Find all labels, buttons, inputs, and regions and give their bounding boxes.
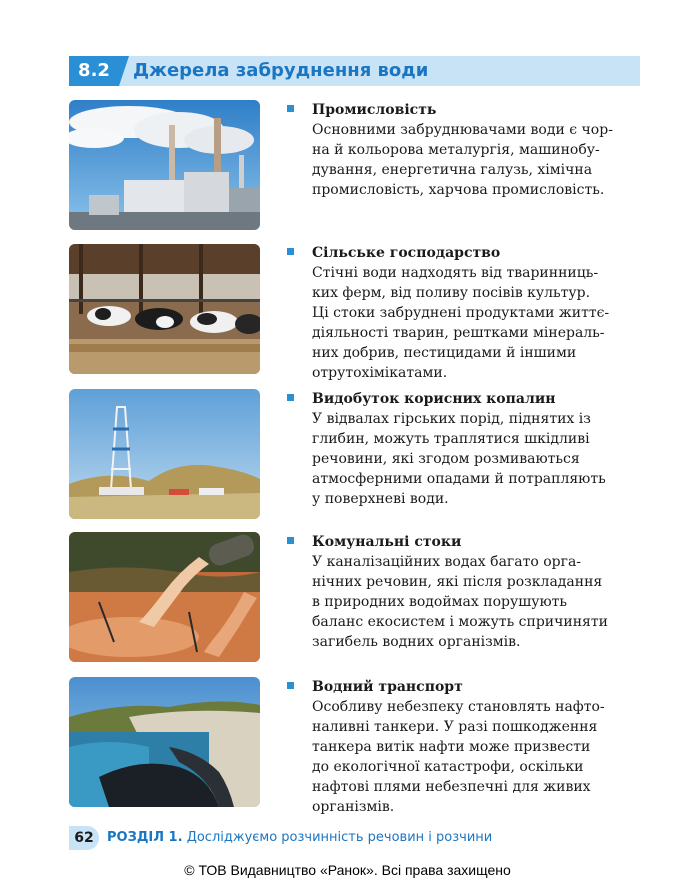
item-text: У каналізаційних водах багато орга- нічних речовин, які після розкладання в природних водоймах порушують баланс екосистем і можуть спричиняти загибель водних організмів. xyxy=(312,554,608,650)
list-item-water-transport xyxy=(287,677,647,817)
section-title: Джерела забруднення води xyxy=(133,60,429,81)
section-number: 8.2 xyxy=(69,56,119,86)
cow-farm-photo xyxy=(69,244,260,374)
bullet-square-icon xyxy=(287,105,294,112)
item-title: Комунальні стоки xyxy=(312,534,462,550)
drilling-rig-photo xyxy=(69,389,260,519)
list-item-industry xyxy=(287,100,647,200)
copyright-notice: © ТОВ Видавництво «Ранок». Всі права захищено xyxy=(184,862,511,878)
item-text: Особливу небезпеку становлять нафто- наливні танкери. У разі пошкодження танкера витік нафти може призвести до екологічної катастрофи, оскільки нафтові плями небезпечні для живих організмів. xyxy=(312,699,605,815)
factory-smokestacks-photo xyxy=(69,100,260,230)
bullet-square-icon xyxy=(287,537,294,544)
page-number: 62 xyxy=(69,826,99,850)
bullet-square-icon xyxy=(287,682,294,689)
bullet-square-icon xyxy=(287,248,294,255)
list-item-sewage xyxy=(287,532,647,652)
item-text: Стічні води надходять від тваринниць- ких ферм, від поливу посівів культур. Ці стоки забруднені продуктами життє- діяльності тварин, рештками мінераль- них добрив, пестицидами й іншими отрутохімікатами. xyxy=(312,265,610,381)
item-title: Промисловість xyxy=(312,102,437,118)
item-title: Видобуток корисних копалин xyxy=(312,391,556,407)
sewage-pipes-photo xyxy=(69,532,260,662)
item-text: Основними забруднювачами води є чор- на й кольорова металургія, машинобу- дування, енергетична галузь, хімічна промисловість, харчова промисловість. xyxy=(312,122,613,198)
section-header xyxy=(69,56,640,86)
list-item-agriculture xyxy=(287,243,647,383)
item-text: У відвалах гірських порід, піднятих із глибин, можуть траплятися шкідливі речовини, які згодом розмиваються атмосферними опадами й потрапляють у поверхневі води. xyxy=(312,411,606,507)
chapter-title: Досліджуємо розчинність речовин і розчини xyxy=(186,830,493,845)
list-item-mining xyxy=(287,389,647,509)
oil-spill-coast-photo xyxy=(69,677,260,807)
item-title: Сільське господарство xyxy=(312,245,501,261)
chapter-running-title xyxy=(107,826,492,850)
item-title: Водний транспорт xyxy=(312,679,463,695)
chapter-label: РОЗДІЛ 1. xyxy=(107,830,183,845)
bullet-square-icon xyxy=(287,394,294,401)
